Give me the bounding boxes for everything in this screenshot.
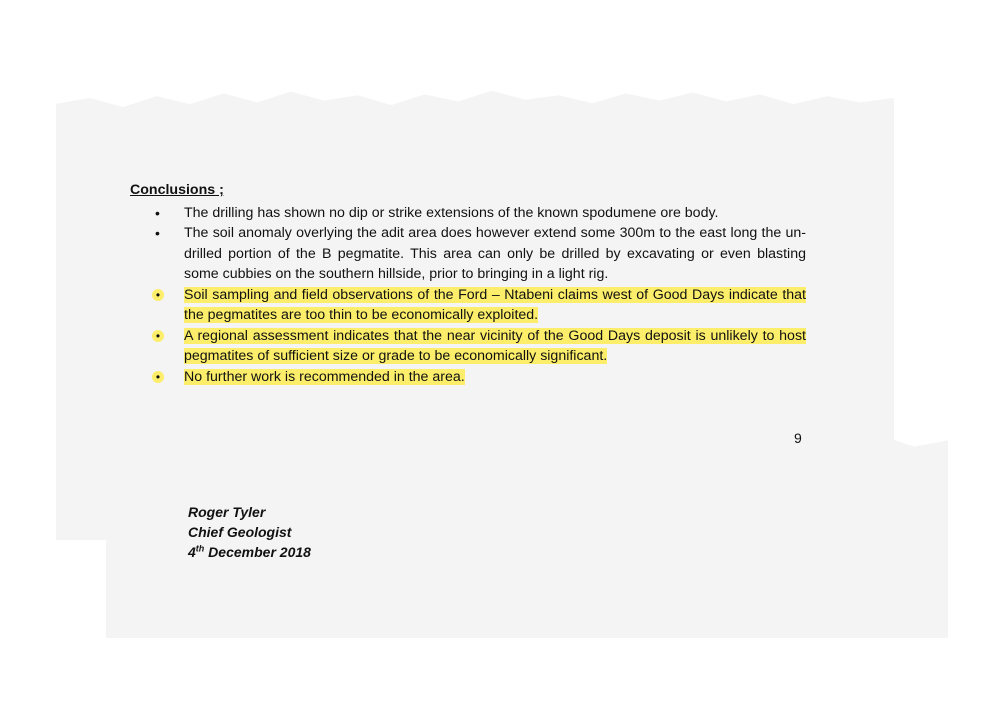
bullet-icon: • bbox=[152, 330, 164, 342]
list-item-text: The drilling has shown no dip or strike extensions of the known spodumene ore body. bbox=[184, 204, 719, 221]
list-item-text: No further work is recommended in the area. bbox=[184, 368, 465, 385]
signature-date bbox=[188, 542, 311, 562]
bullet-icon: • bbox=[152, 289, 164, 301]
date-suffix: th bbox=[195, 543, 205, 554]
conclusions-section bbox=[130, 180, 806, 387]
list-item-text: The soil anomaly overlying the adit area does however extend some 300m to the east long the un-drilled portion of the B pegmatite. This area can only be drilled by excavating or even blasting some cubbies on the southern hillside, prior to bringing in a light rig. bbox=[184, 225, 806, 282]
list-item-text: Soil sampling and field observations of the Ford – Ntabeni claims west of Good Days indicate that the pegmatites are too thin to be economically exploited. bbox=[184, 286, 806, 323]
page-number: 9 bbox=[794, 430, 802, 446]
bullet-icon: • bbox=[152, 371, 164, 383]
signatory-role: Chief Geologist bbox=[188, 524, 292, 540]
list-item bbox=[130, 203, 806, 224]
bullet-icon: • bbox=[155, 225, 160, 241]
list-item bbox=[130, 367, 806, 388]
list-item bbox=[130, 285, 806, 326]
conclusions-heading: Conclusions ; bbox=[130, 182, 224, 198]
list-item bbox=[130, 223, 806, 285]
date-day: 4 bbox=[188, 544, 196, 560]
list-item bbox=[130, 326, 806, 367]
list-item-text: A regional assessment indicates that the near vicinity of the Good Days deposit is unlikely to host pegmatites of sufficient size or grade to be economically significant. bbox=[184, 327, 806, 364]
bullet-icon: • bbox=[155, 204, 160, 221]
date-month-year: December 2018 bbox=[204, 544, 311, 560]
conclusions-list bbox=[130, 203, 806, 388]
signatory-name: Roger Tyler bbox=[188, 504, 266, 520]
signature-block bbox=[188, 502, 311, 562]
